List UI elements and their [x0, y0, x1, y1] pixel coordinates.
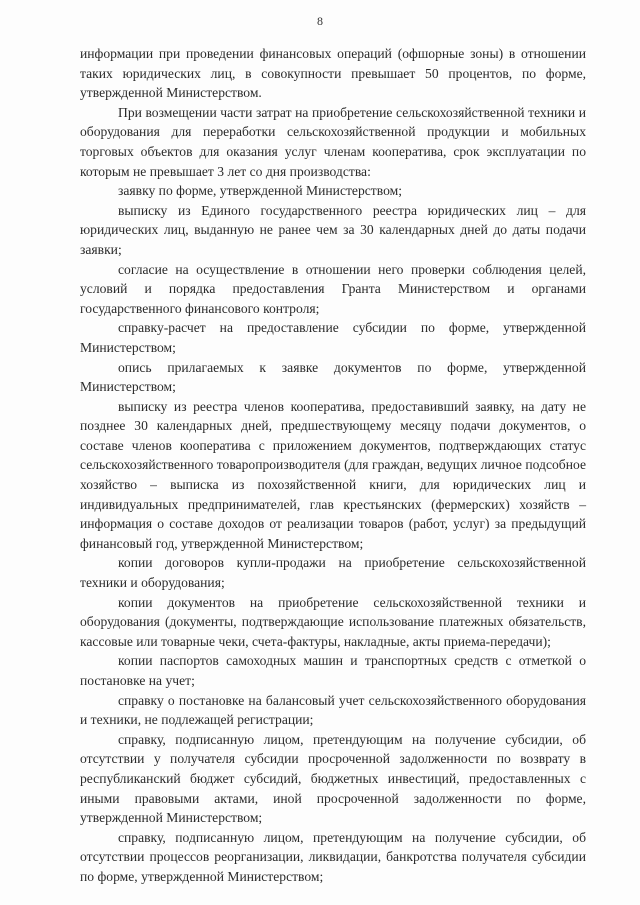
page-number: 8 — [317, 14, 323, 28]
list-item-vehicle-passports: копии паспортов самоходных машин и транспортных средств с отметкой о постановке на учет; — [80, 653, 586, 688]
list-item-inventory: опись прилагаемых к заявке документов по форме, утвержденной Министерством; — [80, 359, 586, 395]
list-item-calculation: справку-расчет на предоставление субсидии по форме, утвержденной Министерством; — [80, 320, 586, 355]
list-item-purchase-contracts: копии договоров купли-продажи на приобретение сельскохозяйственной техники и оборудования; — [80, 555, 586, 591]
list-item-reorganization-certificate: справку, подписанную лицом, претендующим на получение субсидии, об отсутствии процессов реорганизации, ликвидации, банкротства получателя субсидии по форме, утвержденной Министерством; — [80, 829, 586, 884]
document-body — [80, 44, 586, 887]
paragraph-intro: При возмещении части затрат на приобретение сельскохозяйственной техники и оборудования для переработки сельскохозяйственной продукции и мобильных торговых объектов для оказания услуг членам кооператива, срок эксплуатации по которым не превышает 3 лет со дня производства: — [80, 104, 586, 179]
list-item-consent: согласие на осуществление в отношении него проверки соблюдения целей, условий и порядка предоставления Гранта Министерством и органами государственного финансового контроля; — [80, 261, 586, 316]
list-item-purchase-documents: копии документов на приобретение сельскохозяйственной техники и оборудования (документы, подтверждающие использование платежных обязательств, кассовые или товарные чеки, счета-фактуры, накладные, акты приема-передачи); — [80, 594, 586, 649]
list-item-registry-extract: выписку из Единого государственного реестра юридических лиц – для юридических лиц, выданную не ранее чем за 30 календарных дней до даты подачи заявки; — [80, 202, 586, 257]
list-item-application: заявку по форме, утвержденной Министерством; — [118, 183, 402, 199]
paragraph-continuation: информации при проведении финансовых операций (офшорные зоны) в отношении таких юридических лиц, в совокупности превышает 50 процентов, по форме, утвержденной Министерством. — [80, 46, 586, 101]
list-item-debt-certificate: справку, подписанную лицом, претендующим на получение субсидии, об отсутствии у получателя субсидии просроченной задолженности по возврату в республиканский бюджет субсидий, бюджетных инвестиций, предоставленных с иными правовыми актами, иной просроченной задолженности по форме, утвержденной Министерством; — [80, 731, 586, 826]
list-item-balance-certificate: справку о постановке на балансовый учет сельскохозяйственного оборудования и техники, не подлежащей регистрации; — [80, 692, 586, 728]
list-item-members-registry: выписку из реестра членов кооператива, предоставивший заявку, на дату не позднее 30 календарных дней, предшествующему месяцу подачи документов, о составе членов кооператива с приложением документов, подтверждающих статус сельскохозяйственного товаропроизводителя (для граждан, ведущих личное подсобное хозяйство – выписка из похозяйственной книги, для юридических лиц и индивидуальных предпринимателей, глав крестьянских (фермерских) хозяйств – информация о составе доходов от реализации товаров (работ, услуг) за предыдущий финансовый год, утвержденной Министерством; — [80, 398, 586, 551]
